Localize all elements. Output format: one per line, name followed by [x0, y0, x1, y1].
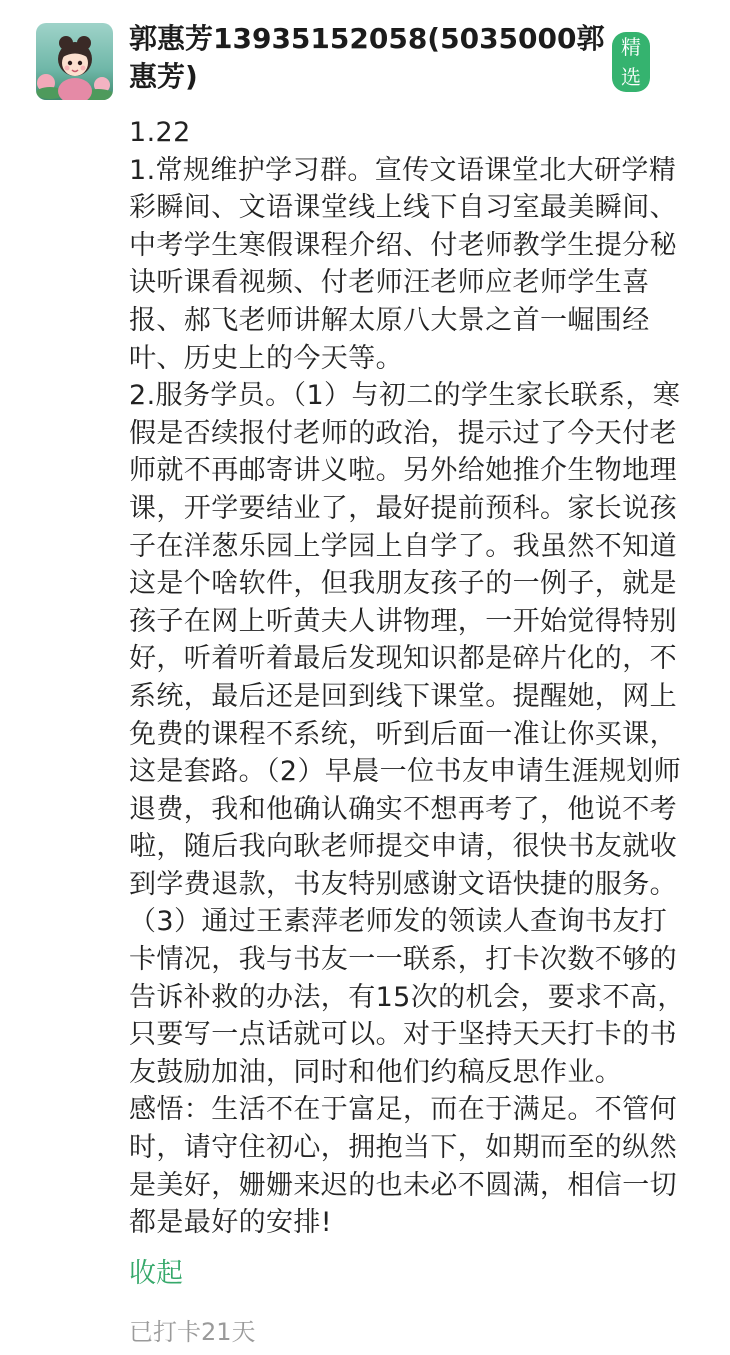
- cartoon-girl-avatar-icon: [36, 23, 113, 100]
- post-paragraph-3: 感悟：生活不在于富足，而在于满足。不管何时，请守住初心，拥抱当下，如期而至的纵然是美好，姗姗来迟的也未必不圆满，相信一切都是最好的安排!: [129, 1094, 677, 1239]
- post-paragraph-2: 2.服务学员。（1）与初二的学生家长联系，寒假是否续报付老师的政治，提示过了今天付老师就不再邮寄讲义啦。另外给她推介生物地理课，开学要结业了，最好提前预科。家长说孩子在洋葱乐园上学园上自学了。我虽然不知道这是个啥软件，但我朋友孩子的一例子，就是孩子在网上听黄夫人讲物理，一开始觉得特别好，听着听着最后发现知识都是碎片化的，不系统，最后还是回到线下课堂。提醒她，网上免费的课程不系统，听到后面一准让你买课，这是套路。（2）早晨一位书友申请生涯规划师退费，我和他确认确实不想再考了，他说不考啦，随后我向耿老师提交申请，很快书友就收到学费退款，书友特别感谢文语快捷的服务。（3）通过王素萍老师发的领读人查询书友打卡情况，我与书友一一联系，打卡次数不够的告诉补救的办法，有15次的机会，要求不高，只要写一点话就可以。对于坚持天天打卡的书友鼓励加油，同时和他们约稿反思作业。: [129, 380, 685, 1088]
- featured-badge: 精选: [612, 32, 650, 92]
- checkin-count: 已打卡21天: [129, 1318, 256, 1346]
- collapse-link[interactable]: 收起: [129, 1258, 183, 1289]
- post-content: [129, 114, 694, 1242]
- author-name[interactable]: 郭惠芳13935152058(5035000郭惠芳): [129, 22, 605, 93]
- post-date: 1.22: [129, 117, 191, 148]
- avatar[interactable]: [36, 23, 113, 100]
- post-paragraph-1: 1.常规维护学习群。宣传文语课堂北大研学精彩瞬间、文语课堂线上线下自习室最美瞬间、中考学生寒假课程介绍、付老师教学生提分秘诀听课看视频、付老师汪老师应老师学生喜报、郝飞老师讲解太原八大景之首一崛围经叶、历史上的今天等。: [129, 154, 677, 374]
